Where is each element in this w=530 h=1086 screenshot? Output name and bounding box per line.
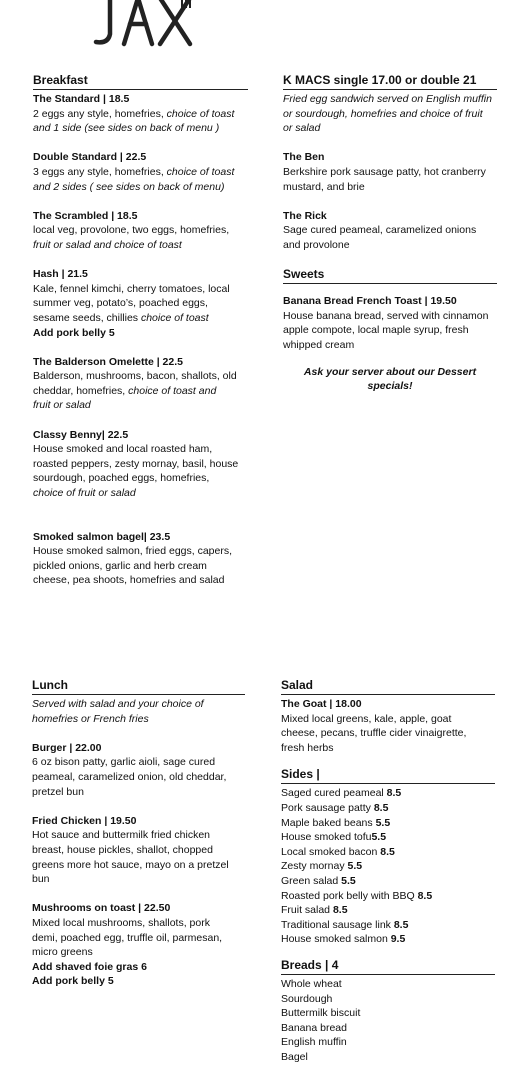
item-text: mustard, and brie xyxy=(283,180,365,193)
item-description-line xyxy=(281,874,495,889)
item-description-line xyxy=(33,457,248,472)
item-description-line xyxy=(33,107,248,122)
item-description-line xyxy=(281,712,495,727)
menu-item-title: Double Standard | 22.5 xyxy=(33,151,147,164)
menu-item-title: The Balderson Omelette | 22.5 xyxy=(33,355,183,368)
item-description-line xyxy=(281,786,495,801)
item-description-line xyxy=(33,398,248,413)
item-description-line xyxy=(283,338,497,353)
kmacs-description: or salad xyxy=(283,122,321,135)
dessert-note-line: specials! xyxy=(367,380,413,393)
item-description-line xyxy=(32,785,245,800)
item-description-line xyxy=(283,180,497,195)
menu-item-title: The Standard | 18.5 xyxy=(33,93,130,105)
item-description-line xyxy=(281,859,495,874)
item-text-bold: 9.5 xyxy=(390,933,406,946)
item-description-line xyxy=(32,770,245,785)
kmacs-title: K MACS single 17.00 or double 21 xyxy=(283,73,497,90)
item-description-line xyxy=(281,889,495,904)
item-description-line xyxy=(281,816,495,831)
item-text: apple compote, local maple syrup, fresh xyxy=(283,324,469,337)
menu-item-title: Hash | 21.5 xyxy=(33,268,88,281)
item-description-line xyxy=(281,830,495,845)
dessert-note xyxy=(283,365,497,394)
menu-item xyxy=(32,741,245,799)
item-text-italic: choice of fruit or salad xyxy=(33,487,136,500)
item-description-line xyxy=(32,931,245,946)
item-text: sesame seeds, chillies xyxy=(33,311,141,324)
menu-item-title: Smoked salmon bagel| 23.5 xyxy=(33,530,171,543)
menu-item xyxy=(32,901,245,989)
item-text: House smoked and local roasted ham, xyxy=(33,443,213,456)
salad-title: Salad xyxy=(281,678,495,695)
item-text: local veg, provolone, two eggs, homefries, xyxy=(33,224,230,237)
item-text-bold: Add pork belly 5 xyxy=(32,975,114,988)
item-text-italic: choice of toast xyxy=(140,311,209,324)
item-text: Traditional sausage link xyxy=(281,918,394,931)
item-text: Pork sausage patty xyxy=(281,801,374,814)
item-text: Roasted pork belly with BBQ xyxy=(281,889,418,902)
item-text-bold: 5.5 xyxy=(375,816,391,829)
item-text-bold: 8.5 xyxy=(373,801,389,814)
menu-item xyxy=(33,428,248,501)
item-text-bold: 5.5 xyxy=(341,874,356,887)
item-text: House smoked salmon, fried eggs, capers, xyxy=(33,545,233,558)
bread-option: Sourdough xyxy=(281,992,333,1005)
menu-item-title: The Rick xyxy=(283,209,327,222)
sweets-title: Sweets xyxy=(283,267,497,284)
item-description-line xyxy=(32,916,245,931)
item-text-italic: fruit or salad xyxy=(33,399,91,412)
item-text: Maple baked beans xyxy=(281,816,376,829)
item-text: 3 eggs any style, homefries, xyxy=(33,165,167,178)
item-text: Hot sauce and buttermilk fried chicken xyxy=(32,829,211,842)
item-text: breast, house pickles, shallot, chopped xyxy=(32,843,213,856)
item-text: pickled onions, garlic and herb cream xyxy=(33,559,207,572)
menu-item xyxy=(283,294,497,352)
item-text: House banana bread, served with cinnamon xyxy=(283,309,489,322)
item-text-bold: Add shaved foie gras 6 xyxy=(32,960,147,973)
item-description-line xyxy=(281,918,495,933)
item-description-line xyxy=(32,828,245,843)
item-text: House smoked tofu xyxy=(281,831,372,844)
item-text-bold: Add pork belly 5 xyxy=(33,326,115,339)
item-text: pretzel bun xyxy=(32,785,84,798)
jax-logo xyxy=(86,0,196,50)
item-description-line xyxy=(281,932,495,947)
sides-title: Sides | xyxy=(281,767,495,784)
item-text-italic: choice of toast xyxy=(166,165,235,178)
item-text: Mixed local greens, kale, apple, goat xyxy=(281,712,452,725)
menu-item xyxy=(33,92,248,136)
item-text: Kale, fennel kimchi, cherry tomatoes, local xyxy=(33,282,230,295)
bread-option: English muffin xyxy=(281,1036,347,1049)
item-description-line xyxy=(33,180,248,195)
menu-item-title: The Goat | 18.00 xyxy=(281,698,362,710)
menu-item xyxy=(283,209,497,253)
item-text-italic: fruit or salad and choice of toast xyxy=(33,238,182,251)
item-description-line xyxy=(33,544,248,559)
item-text-bold: 5.5 xyxy=(371,831,387,844)
item-description-line xyxy=(283,309,497,324)
item-text: Fruit salad xyxy=(281,904,333,917)
item-text-bold: 8.5 xyxy=(393,918,409,931)
bread-option: Bagel xyxy=(281,1050,308,1063)
item-text-italic: choice of toast and xyxy=(128,384,217,397)
item-text: summer veg, potato’s, poached eggs, xyxy=(33,297,208,310)
menu-item xyxy=(33,267,248,340)
salad-section xyxy=(281,678,495,1064)
bread-option: Banana bread xyxy=(281,1021,347,1034)
item-text: Saged cured peameal xyxy=(281,787,387,800)
menu-item xyxy=(33,530,248,588)
item-description-line xyxy=(33,121,248,136)
item-description-line xyxy=(33,369,248,384)
breads-title: Breads | 4 xyxy=(281,958,495,975)
item-description-line xyxy=(33,311,248,326)
item-description-line xyxy=(32,945,245,960)
item-text-bold: 8.5 xyxy=(386,787,402,800)
menu-item-title: Burger | 22.00 xyxy=(32,741,102,754)
item-text-italic: choice of toast xyxy=(166,107,235,120)
item-description-line xyxy=(32,858,245,873)
item-description-line xyxy=(32,843,245,858)
item-description-line xyxy=(281,801,495,816)
item-description-line xyxy=(281,845,495,860)
bread-option: Whole wheat xyxy=(281,977,342,990)
menu-item xyxy=(33,209,248,253)
breakfast-section xyxy=(33,73,248,588)
menu-item xyxy=(33,150,248,194)
menu-item-title: Fried Chicken | 19.50 xyxy=(32,814,137,827)
item-description-line xyxy=(283,323,497,338)
bread-option: Buttermilk biscuit xyxy=(281,1007,361,1020)
item-text: 6 oz bison patty, garlic aioli, sage cured xyxy=(32,756,216,769)
item-description-line xyxy=(283,223,497,238)
item-description-line xyxy=(32,974,245,989)
item-description-line xyxy=(33,296,248,311)
item-description-line xyxy=(33,282,248,297)
item-text-italic: and 1 side (see sides on back of menu ) xyxy=(33,122,220,135)
item-description-line xyxy=(33,165,248,180)
dessert-note-line: Ask your server about our Dessert xyxy=(303,365,477,378)
menu-item xyxy=(281,697,495,755)
breakfast-title: Breakfast xyxy=(33,73,248,90)
item-text: cheese, pea shoots, homefries and salad xyxy=(33,574,225,587)
item-text: fresh herbs xyxy=(281,741,334,754)
item-text: demi, poached egg, truffle oil, parmesan, xyxy=(32,931,223,944)
item-description-line xyxy=(283,238,497,253)
item-description-line xyxy=(32,755,245,770)
item-description-line xyxy=(33,486,248,501)
menu-item xyxy=(32,814,245,887)
menu-item-title: The Ben xyxy=(283,151,325,164)
item-text-bold: 8.5 xyxy=(380,845,395,858)
item-text: Balderson, mushrooms, bacon, shallots, old xyxy=(33,370,237,383)
item-text: cheese, pecans, truffle cider vinaigrette, xyxy=(281,727,467,740)
item-text: peameal, caramelized onion, old cheddar, xyxy=(32,770,227,783)
item-text: Local smoked bacon xyxy=(281,845,381,858)
item-text: roasted peppers, zesty mornay, basil, house xyxy=(33,457,239,470)
item-description-line xyxy=(283,165,497,180)
menu-item xyxy=(283,150,497,194)
menu-item-title: The Scrambled | 18.5 xyxy=(33,209,138,222)
item-description-line xyxy=(32,872,245,887)
lunch-description: Served with salad and your choice of xyxy=(32,698,204,710)
item-description-line xyxy=(281,741,495,756)
item-description-line xyxy=(33,573,248,588)
item-description-line xyxy=(33,223,248,238)
menu-item xyxy=(33,355,248,413)
item-text: and provolone xyxy=(283,238,350,251)
item-text: Green salad xyxy=(281,874,342,887)
item-description-line xyxy=(281,726,495,741)
item-text: micro greens xyxy=(32,946,93,959)
item-description-line xyxy=(33,471,248,486)
item-text: bun xyxy=(32,873,50,886)
item-description-line xyxy=(33,384,248,399)
item-description-line xyxy=(281,903,495,918)
item-text-bold: 8.5 xyxy=(332,904,348,917)
item-text: cheddar, homefries, xyxy=(33,384,129,397)
lunch-description: homefries or French fries xyxy=(32,712,149,725)
item-text: Mixed local mushrooms, shallots, pork xyxy=(32,916,210,929)
kmacs-description: or sourdough, homefries and choice of fruit xyxy=(283,107,483,120)
menu-item-title: Classy Benny| 22.5 xyxy=(33,428,129,441)
menu-item-title: Banana Bread French Toast | 19.50 xyxy=(283,295,457,308)
item-text: sourdough, poached eggs, homefries, xyxy=(33,472,210,485)
lunch-title: Lunch xyxy=(32,678,245,695)
item-text-bold: 5.5 xyxy=(347,860,363,873)
item-text: greens more hot sauce, mayo on a pretzel xyxy=(32,858,229,871)
menu-item-title: Mushrooms on toast | 22.50 xyxy=(32,902,171,915)
item-text-italic: and 2 sides ( see sides on back of menu) xyxy=(33,180,225,193)
kmacs-section xyxy=(283,73,497,394)
item-text: House smoked salmon xyxy=(281,933,391,946)
kmacs-description: Fried egg sandwich served on English muffin xyxy=(283,93,492,105)
item-text: whipped cream xyxy=(283,338,355,351)
lunch-section xyxy=(32,678,245,989)
item-text: Zesty mornay xyxy=(281,860,348,873)
item-description-line xyxy=(33,442,248,457)
item-text: 2 eggs any style, homefries, xyxy=(33,107,167,120)
item-description-line xyxy=(32,960,245,975)
item-description-line xyxy=(33,559,248,574)
item-description-line xyxy=(33,326,248,341)
item-text: Sage cured peameal, caramelized onions xyxy=(283,224,477,237)
item-text: Berkshire pork sausage patty, hot cranberry xyxy=(283,165,486,178)
item-description-line xyxy=(33,238,248,253)
item-text-bold: 8.5 xyxy=(417,889,433,902)
